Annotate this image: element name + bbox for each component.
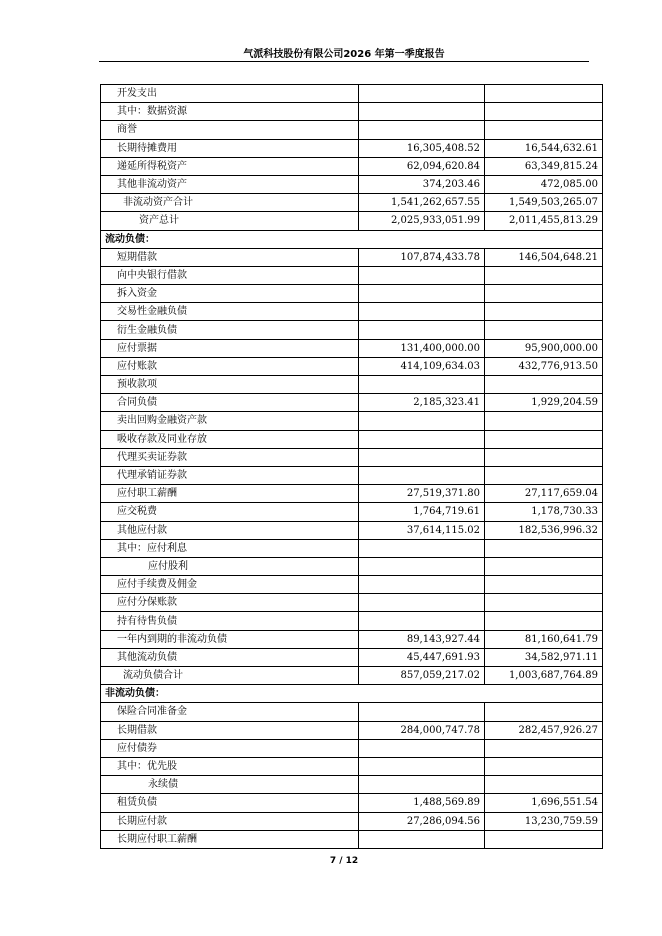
table-row: [101, 703, 603, 721]
prior-period-value: 282,457,926.27: [485, 721, 603, 739]
current-period-value: [359, 539, 485, 557]
section-label: 流动负债：: [101, 230, 603, 248]
prior-period-value: [485, 85, 603, 103]
table-row: [101, 157, 603, 175]
prior-period-value: 13,230,759.59: [485, 812, 603, 830]
table-row: [101, 357, 603, 375]
prior-period-value: [485, 303, 603, 321]
row-label: 短期借款: [101, 248, 359, 266]
table-row: [101, 139, 603, 157]
current-period-value: [359, 576, 485, 594]
current-period-value: 1,541,262,657.55: [359, 194, 485, 212]
prior-period-value: [485, 412, 603, 430]
row-label: 开发支出: [101, 85, 359, 103]
current-period-value: [359, 376, 485, 394]
table-row: [101, 594, 603, 612]
current-period-value: 89,143,927.44: [359, 630, 485, 648]
prior-period-value: 95,900,000.00: [485, 339, 603, 357]
row-label: 资产总计: [101, 212, 359, 230]
row-label: 流动负债合计: [101, 667, 359, 685]
table-row: [101, 103, 603, 121]
current-period-value: [359, 557, 485, 575]
row-label: 递延所得税资产: [101, 157, 359, 175]
row-label: 长期应付职工薪酬: [101, 830, 359, 848]
report-header-title: 气派科技股份有限公司2026 年第一季度报告: [243, 49, 445, 60]
table-row: [101, 485, 603, 503]
row-label: 拆入资金: [101, 285, 359, 303]
header-divider: [99, 61, 589, 62]
prior-period-value: 34,582,971.11: [485, 648, 603, 666]
row-label: 预收款项: [101, 376, 359, 394]
current-period-value: 1,764,719.61: [359, 503, 485, 521]
row-label: 其他非流动资产: [101, 175, 359, 193]
table-row: [101, 721, 603, 739]
table-row: [101, 612, 603, 630]
table-row: [101, 667, 603, 685]
table-row: [101, 248, 603, 266]
row-label: 租赁负债: [101, 794, 359, 812]
table-row: [101, 648, 603, 666]
table-row: [101, 339, 603, 357]
row-label: 应付票据: [101, 339, 359, 357]
current-period-value: [359, 448, 485, 466]
row-label: 其他应付款: [101, 521, 359, 539]
current-period-value: [359, 776, 485, 794]
row-label: 衍生金融负债: [101, 321, 359, 339]
prior-period-value: 2,011,455,813.29: [485, 212, 603, 230]
table-row: [101, 521, 603, 539]
prior-period-value: [485, 739, 603, 757]
current-period-value: 27,286,094.56: [359, 812, 485, 830]
table-row: [101, 194, 603, 212]
prior-period-value: [485, 703, 603, 721]
current-period-value: [359, 321, 485, 339]
prior-period-value: 81,160,641.79: [485, 630, 603, 648]
prior-period-value: [485, 430, 603, 448]
row-label: 保险合同准备金: [101, 703, 359, 721]
section-header-row: [101, 685, 603, 703]
prior-period-value: 27,117,659.04: [485, 485, 603, 503]
section-label: 非流动负债：: [101, 685, 603, 703]
row-label: 交易性金融负债: [101, 303, 359, 321]
table-row: [101, 212, 603, 230]
prior-period-value: 432,776,913.50: [485, 357, 603, 375]
current-period-value: [359, 85, 485, 103]
table-row: [101, 448, 603, 466]
row-label: 其他流动负债: [101, 648, 359, 666]
row-label: 其中：数据资源: [101, 103, 359, 121]
prior-period-value: [485, 266, 603, 284]
row-label: 长期待摊费用: [101, 139, 359, 157]
row-label: 应付手续费及佣金: [101, 576, 359, 594]
row-label: 长期借款: [101, 721, 359, 739]
table-row: [101, 794, 603, 812]
current-period-value: 62,094,620.84: [359, 157, 485, 175]
page-number: 7 / 12: [329, 856, 359, 866]
table-row: [101, 321, 603, 339]
current-period-value: 414,109,634.03: [359, 357, 485, 375]
prior-period-value: [485, 557, 603, 575]
table-row: [101, 630, 603, 648]
table-row: [101, 85, 603, 103]
table-row: [101, 266, 603, 284]
row-label: 一年内到期的非流动负债: [101, 630, 359, 648]
table-row: [101, 539, 603, 557]
table-row: [101, 121, 603, 139]
current-period-value: [359, 739, 485, 757]
prior-period-value: [485, 376, 603, 394]
prior-period-value: [485, 594, 603, 612]
row-label: 永续债: [101, 776, 359, 794]
table-row: [101, 376, 603, 394]
row-label: 代理承销证券款: [101, 466, 359, 484]
table-row: [101, 576, 603, 594]
row-label: 长期应付款: [101, 812, 359, 830]
row-label: 应交税费: [101, 503, 359, 521]
table-row: [101, 430, 603, 448]
prior-period-value: 182,536,996.32: [485, 521, 603, 539]
prior-period-value: [485, 321, 603, 339]
table-row: [101, 394, 603, 412]
prior-period-value: [485, 539, 603, 557]
prior-period-value: [485, 776, 603, 794]
table-row: [101, 776, 603, 794]
table-row: [101, 739, 603, 757]
prior-period-value: [485, 448, 603, 466]
current-period-value: 107,874,433.78: [359, 248, 485, 266]
current-period-value: 374,203.46: [359, 175, 485, 193]
prior-period-value: [485, 121, 603, 139]
table-row: [101, 175, 603, 193]
current-period-value: [359, 103, 485, 121]
prior-period-value: [485, 576, 603, 594]
row-label: 合同负债: [101, 394, 359, 412]
current-period-value: [359, 830, 485, 848]
current-period-value: [359, 303, 485, 321]
current-period-value: [359, 612, 485, 630]
balance-sheet-body: [101, 85, 603, 849]
row-label: 其中：优先股: [101, 757, 359, 775]
current-period-value: [359, 266, 485, 284]
current-period-value: [359, 121, 485, 139]
table-row: [101, 466, 603, 484]
table-row: [101, 303, 603, 321]
row-label: 卖出回购金融资产款: [101, 412, 359, 430]
section-header-row: [101, 230, 603, 248]
prior-period-value: [485, 830, 603, 848]
prior-period-value: 1,178,730.33: [485, 503, 603, 521]
table-row: [101, 285, 603, 303]
current-period-value: [359, 285, 485, 303]
prior-period-value: 63,349,815.24: [485, 157, 603, 175]
row-label: 吸收存款及同业存放: [101, 430, 359, 448]
row-label: 商誉: [101, 121, 359, 139]
prior-period-value: 1,929,204.59: [485, 394, 603, 412]
prior-period-value: 146,504,648.21: [485, 248, 603, 266]
current-period-value: [359, 703, 485, 721]
current-period-value: 27,519,371.80: [359, 485, 485, 503]
row-label: 应付账款: [101, 357, 359, 375]
current-period-value: 284,000,747.78: [359, 721, 485, 739]
current-period-value: 16,305,408.52: [359, 139, 485, 157]
row-label: 应付股利: [101, 557, 359, 575]
table-row: [101, 830, 603, 848]
prior-period-value: [485, 285, 603, 303]
prior-period-value: 1,003,687,764.89: [485, 667, 603, 685]
prior-period-value: [485, 757, 603, 775]
prior-period-value: 472,085.00: [485, 175, 603, 193]
prior-period-value: 1,696,551.54: [485, 794, 603, 812]
table-row: [101, 812, 603, 830]
current-period-value: 2,025,933,051.99: [359, 212, 485, 230]
table-row: [101, 412, 603, 430]
table-row: [101, 557, 603, 575]
row-label: 持有待售负债: [101, 612, 359, 630]
current-period-value: [359, 412, 485, 430]
current-period-value: [359, 594, 485, 612]
row-label: 其中：应付利息: [101, 539, 359, 557]
prior-period-value: 16,544,632.61: [485, 139, 603, 157]
prior-period-value: [485, 466, 603, 484]
row-label: 非流动资产合计: [101, 194, 359, 212]
row-label: 代理买卖证券款: [101, 448, 359, 466]
current-period-value: [359, 430, 485, 448]
balance-sheet-table: [100, 84, 603, 849]
row-label: 向中央银行借款: [101, 266, 359, 284]
table-row: [101, 757, 603, 775]
prior-period-value: [485, 103, 603, 121]
current-period-value: [359, 757, 485, 775]
current-period-value: [359, 466, 485, 484]
row-label: 应付分保账款: [101, 594, 359, 612]
current-period-value: 1,488,569.89: [359, 794, 485, 812]
current-period-value: 131,400,000.00: [359, 339, 485, 357]
prior-period-value: [485, 612, 603, 630]
row-label: 应付债券: [101, 739, 359, 757]
current-period-value: 45,447,691.93: [359, 648, 485, 666]
current-period-value: 37,614,115.02: [359, 521, 485, 539]
prior-period-value: 1,549,503,265.07: [485, 194, 603, 212]
row-label: 应付职工薪酬: [101, 485, 359, 503]
current-period-value: 2,185,323.41: [359, 394, 485, 412]
current-period-value: 857,059,217.02: [359, 667, 485, 685]
table-row: [101, 503, 603, 521]
